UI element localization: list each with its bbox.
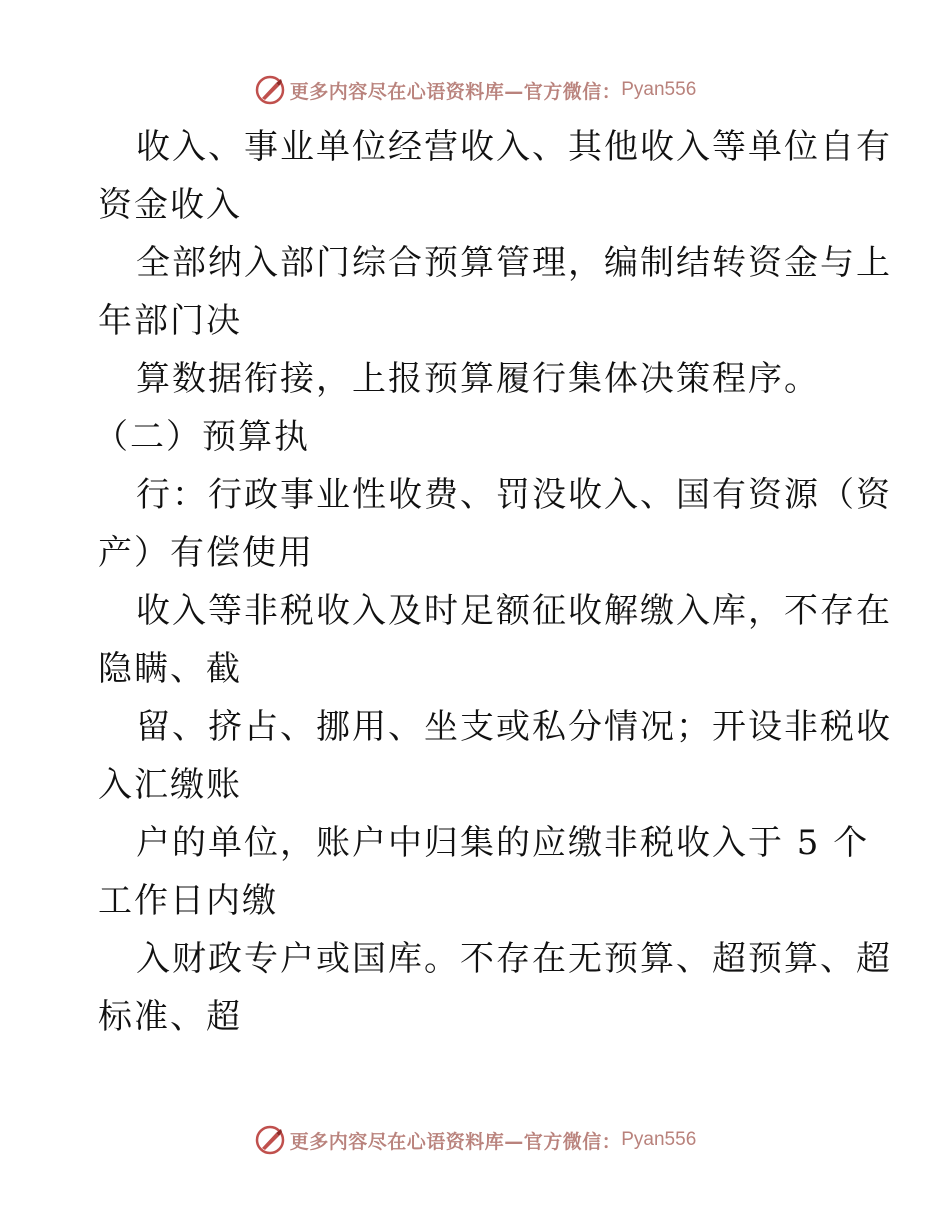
text-line: 标准、超: [98, 997, 242, 1037]
text-line: 入财政专户或国库。不存在无预算、超预算、超: [136, 939, 892, 979]
text-line: 户的单位，账户中归集的应缴非税收入于 5 个: [136, 823, 870, 863]
section-heading: （二）预算执: [94, 417, 310, 457]
watermark-text: 更多内容尽在心语资料库—官方微信：: [289, 1130, 622, 1153]
text-line: 隐瞒、截: [98, 649, 242, 689]
text-line: 入汇缴账: [98, 765, 242, 805]
quill-pen-logo-icon: [254, 74, 286, 106]
watermark-wechat-id: Pyan556: [621, 1129, 697, 1150]
text-line: 留、挤占、挪用、坐支或私分情况；开设非税收: [136, 707, 892, 747]
watermark-text: 更多内容尽在心语资料库—官方微信：: [289, 80, 622, 103]
text-line: 算数据衔接，上报预算履行集体决策程序。: [136, 359, 820, 399]
quill-pen-logo-icon: [254, 1124, 286, 1156]
text-line: 全部纳入部门综合预算管理，编制结转资金与上: [136, 243, 892, 283]
watermark-wechat-id: Pyan556: [621, 79, 697, 100]
text-line: 收入等非税收入及时足额征收解缴入库，不存在: [136, 591, 892, 631]
text-line: 收入、事业单位经营收入、其他收入等单位自有: [136, 127, 892, 167]
text-line: 年部门决: [98, 301, 242, 341]
header-watermark: [0, 72, 950, 108]
text-line: 行：行政事业性收费、罚没收入、国有资源（资: [136, 475, 892, 515]
document-body: [94, 118, 892, 1046]
text-line: 资金收入: [98, 185, 242, 225]
footer-watermark: [0, 1122, 950, 1158]
text-line: 工作日内缴: [98, 881, 278, 921]
text-line: 产）有偿使用: [98, 533, 314, 573]
